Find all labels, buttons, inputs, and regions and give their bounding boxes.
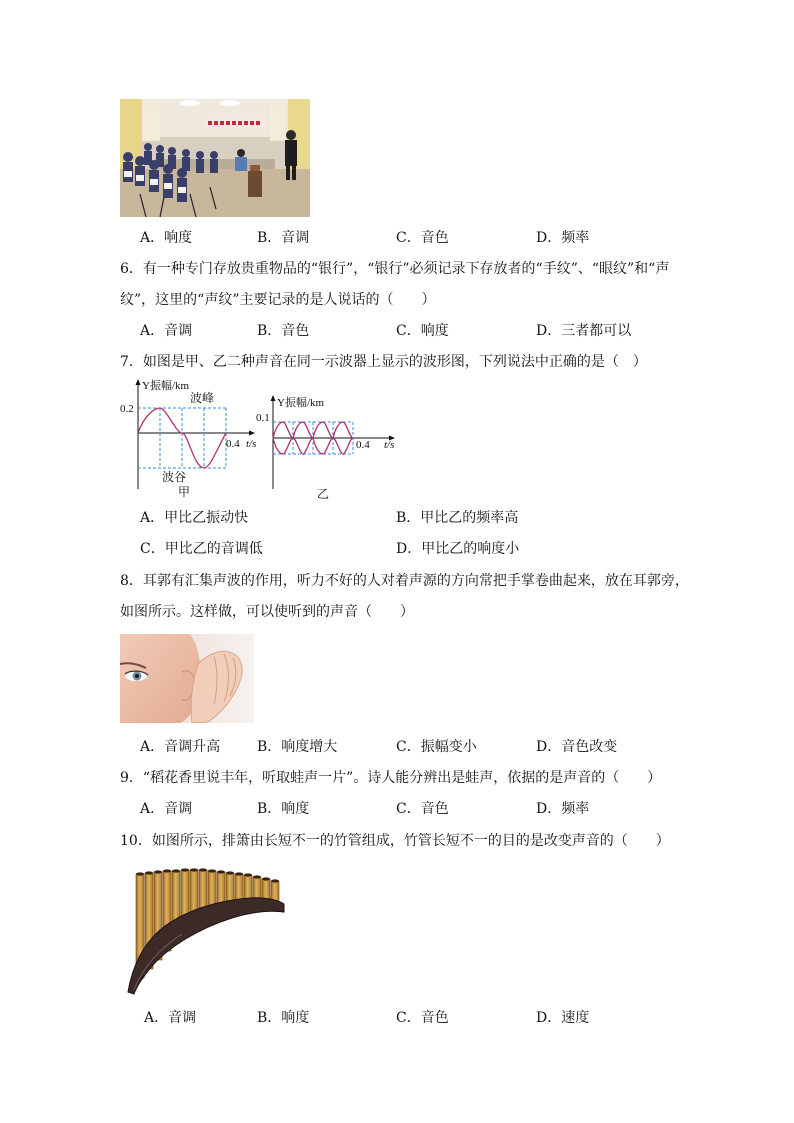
q10-option-d: D．速度 bbox=[536, 1010, 590, 1026]
q8-stem-line-2: 如图所示。这样做，可以使听到的声音（ ） bbox=[120, 604, 414, 620]
left-caption: 甲 bbox=[178, 485, 191, 499]
left-x-label: t/s bbox=[246, 438, 257, 450]
q7-option-c: C．甲比乙的音调低 bbox=[140, 541, 263, 557]
q6-option-a: A．音调 bbox=[140, 323, 193, 339]
q10-stem-line-1: 10．如图所示，排箫由长短不一的竹管组成，竹管长短不一的目的是改变声音的（ ） bbox=[120, 833, 670, 849]
q6-option-b: B．音色 bbox=[257, 323, 310, 339]
q6-option-d: D．三者都可以 bbox=[536, 323, 632, 339]
q8-option-c: C．振幅变小 bbox=[396, 739, 477, 755]
q6-stem-line-1: 6．有一种专门存放贵重物品的“银行”，“银行”必须记录下存放者的“手纹”、“眼纹”和“声 bbox=[120, 261, 670, 277]
left-y-label: Y振幅/km bbox=[142, 380, 190, 392]
q9-option-b: B．响度 bbox=[257, 801, 310, 817]
q7-option-b: B．甲比乙的频率高 bbox=[396, 510, 519, 526]
q10-option-a: A．音调 bbox=[144, 1010, 197, 1026]
orchestra-classroom-photo bbox=[120, 99, 310, 217]
left-y-tick: 0.2 bbox=[120, 403, 134, 415]
q7-stem-line-1: 7．如图是甲、乙二种声音在同一示波器上显示的波形图，下列说法中正确的是（ ） bbox=[120, 354, 647, 370]
q8-option-d: D．音色改变 bbox=[536, 739, 618, 755]
right-x-tick: 0.4 bbox=[356, 439, 370, 451]
q9-option-d: D．频率 bbox=[536, 801, 590, 817]
q6-option-c: C．响度 bbox=[396, 323, 449, 339]
q5-option-a: A．响度 bbox=[140, 230, 193, 246]
pan-flute-photo bbox=[120, 860, 288, 998]
q6-stem-line-2: 纹”，这里的“声纹”主要记录的是人说话的（ ） bbox=[120, 292, 436, 308]
q10-option-b: B．响度 bbox=[257, 1010, 310, 1026]
right-y-label: Y振幅/km bbox=[277, 397, 325, 409]
q5-option-c: C．音色 bbox=[396, 230, 449, 246]
q9-stem-line-1: 9．“稻花香里说丰年，听取蛙声一片”。诗人能分辨出是蛙声，依据的是声音的（ ） bbox=[120, 770, 662, 786]
q8-option-a: A．音调升高 bbox=[140, 739, 221, 755]
right-y-tick: 0.1 bbox=[256, 412, 270, 424]
q7-option-a: A．甲比乙振动快 bbox=[140, 510, 249, 526]
q9-option-a: A．音调 bbox=[140, 801, 193, 817]
trough-label: 波谷 bbox=[162, 470, 187, 484]
q10-option-c: C．音色 bbox=[396, 1010, 449, 1026]
hand-behind-ear-photo bbox=[120, 634, 254, 723]
q5-option-d: D．频率 bbox=[536, 230, 590, 246]
q8-option-b: B．响度增大 bbox=[257, 739, 338, 755]
left-x-tick: 0.4 bbox=[226, 438, 240, 450]
peak-label: 波峰 bbox=[190, 391, 215, 405]
q7-option-d: D．甲比乙的响度小 bbox=[396, 541, 520, 557]
right-caption: 乙 bbox=[317, 487, 330, 501]
q7-waveform-figure bbox=[120, 376, 410, 502]
right-x-label: t/s bbox=[384, 439, 395, 451]
q8-stem-line-1: 8．耳郭有汇集声波的作用，听力不好的人对着声源的方向常把手掌卷曲起来，放在耳郭旁， bbox=[120, 573, 689, 589]
q5-option-b: B．音调 bbox=[257, 230, 310, 246]
q9-option-c: C．音色 bbox=[396, 801, 449, 817]
